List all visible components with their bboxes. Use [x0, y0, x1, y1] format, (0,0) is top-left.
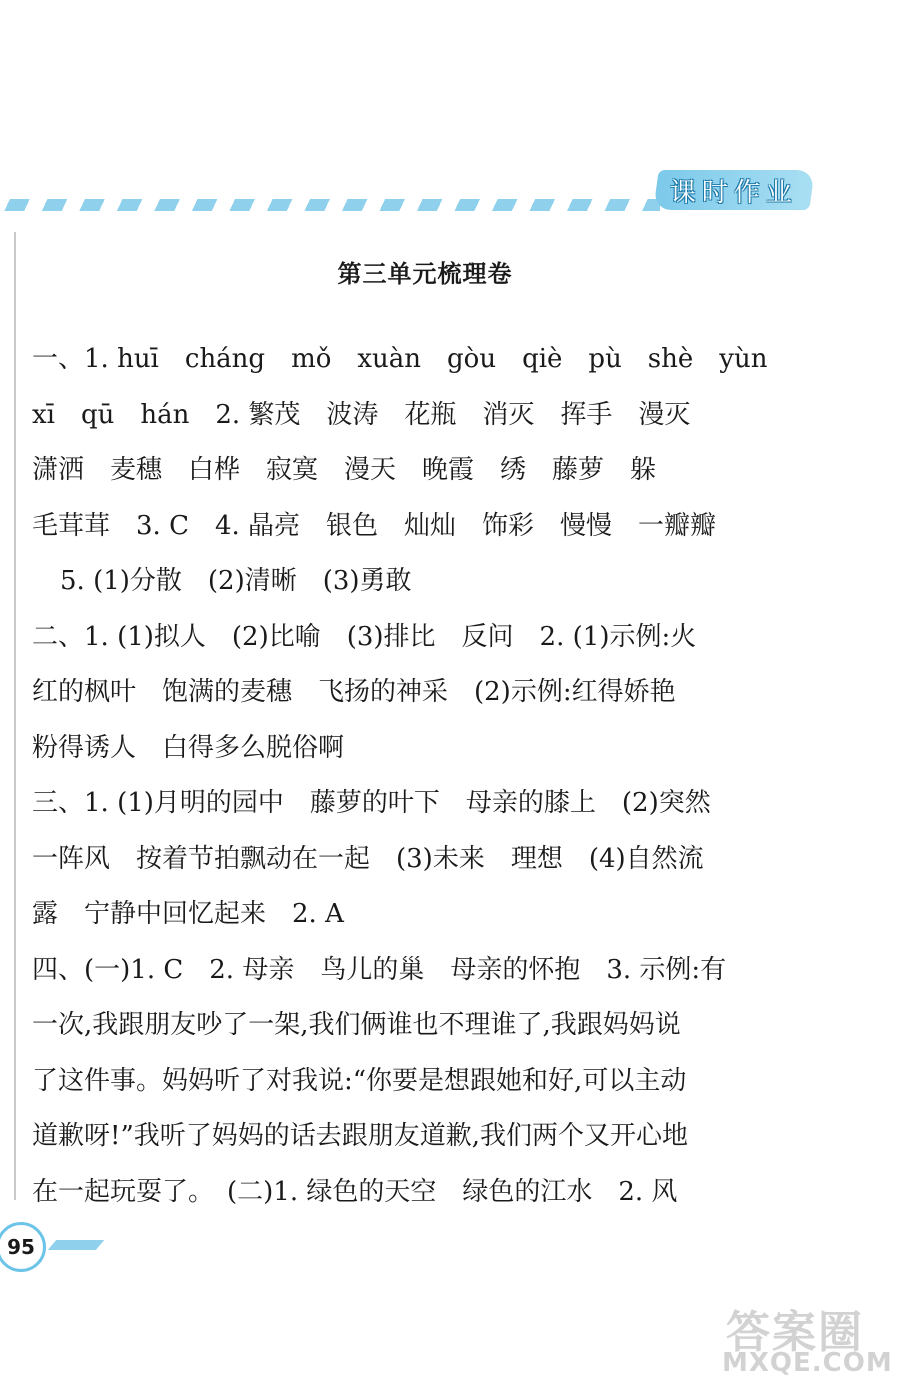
answer-line: 三、1. (1)月明的园中 藤萝的叶下 母亲的膝上 (2)突然: [32, 788, 711, 818]
answer-line: 5. (1)分散 (2)清晰 (3)勇敢: [60, 566, 412, 596]
header-badge-label: 课时作业: [669, 177, 798, 208]
answer-line: xī qū hán 2. 繁茂 波涛 花瓶 消灭 挥手 漫灭: [32, 399, 691, 430]
header-dashed-stripe: [0, 199, 660, 211]
answer-line: 粉得诱人 白得多么脱俗啊: [32, 732, 345, 763]
watermark: [722, 1296, 892, 1384]
answer-line: 了这件事。妈妈听了对我说:“你要是想跟她和好,可以主动: [32, 1065, 687, 1096]
answer-line: 红的枫叶 饱满的麦穗 飞扬的神采 (2)示例:红得娇艳: [32, 677, 676, 707]
answer-line: 在一起玩耍了。 (二)1. 绿色的天空 绿色的江水 2. 风: [32, 1176, 678, 1207]
answer-line: 一、1. huī cháng mǒ xuàn gòu qiè pù shè yùn: [32, 344, 768, 374]
answer-line: 毛茸茸 3. C 4. 晶亮 银色 灿灿 饰彩 慢慢 一瓣瓣: [32, 510, 717, 541]
answer-line: 二、1. (1)拟人 (2)比喻 (3)排比 反问 2. (1)示例:火: [32, 621, 697, 652]
answer-line: 潇洒 麦穗 白桦 寂寞 漫天 晚霞 绣 藤萝 躲: [32, 455, 657, 485]
answer-line: 一阵风 按着节拍飘动在一起 (3)未来 理想 (4)自然流: [32, 843, 704, 874]
page-number-stripe: [48, 1240, 104, 1250]
answer-line: 道歉呀!”我听了妈妈的话去跟朋友道歉,我们两个又开心地: [32, 1121, 689, 1151]
page-number: 95: [0, 1222, 46, 1272]
margin-rule: [14, 232, 16, 1200]
answer-content: [32, 332, 822, 1220]
answer-line: 一次,我跟朋友吵了一架,我们俩谁也不理谁了,我跟妈妈说: [32, 1010, 681, 1040]
page-title: 第三单元梳理卷: [337, 260, 513, 288]
watermark-logo-text: 答案圈: [726, 1307, 864, 1358]
answer-line: 四、(一)1. C 2. 母亲 鸟儿的巢 母亲的怀抱 3. 示例:有: [32, 954, 727, 985]
watermark-url: MXQE.COM: [722, 1348, 893, 1378]
answer-line: 露 宁静中回忆起来 2. A: [32, 899, 344, 929]
header-badge: [653, 170, 815, 210]
